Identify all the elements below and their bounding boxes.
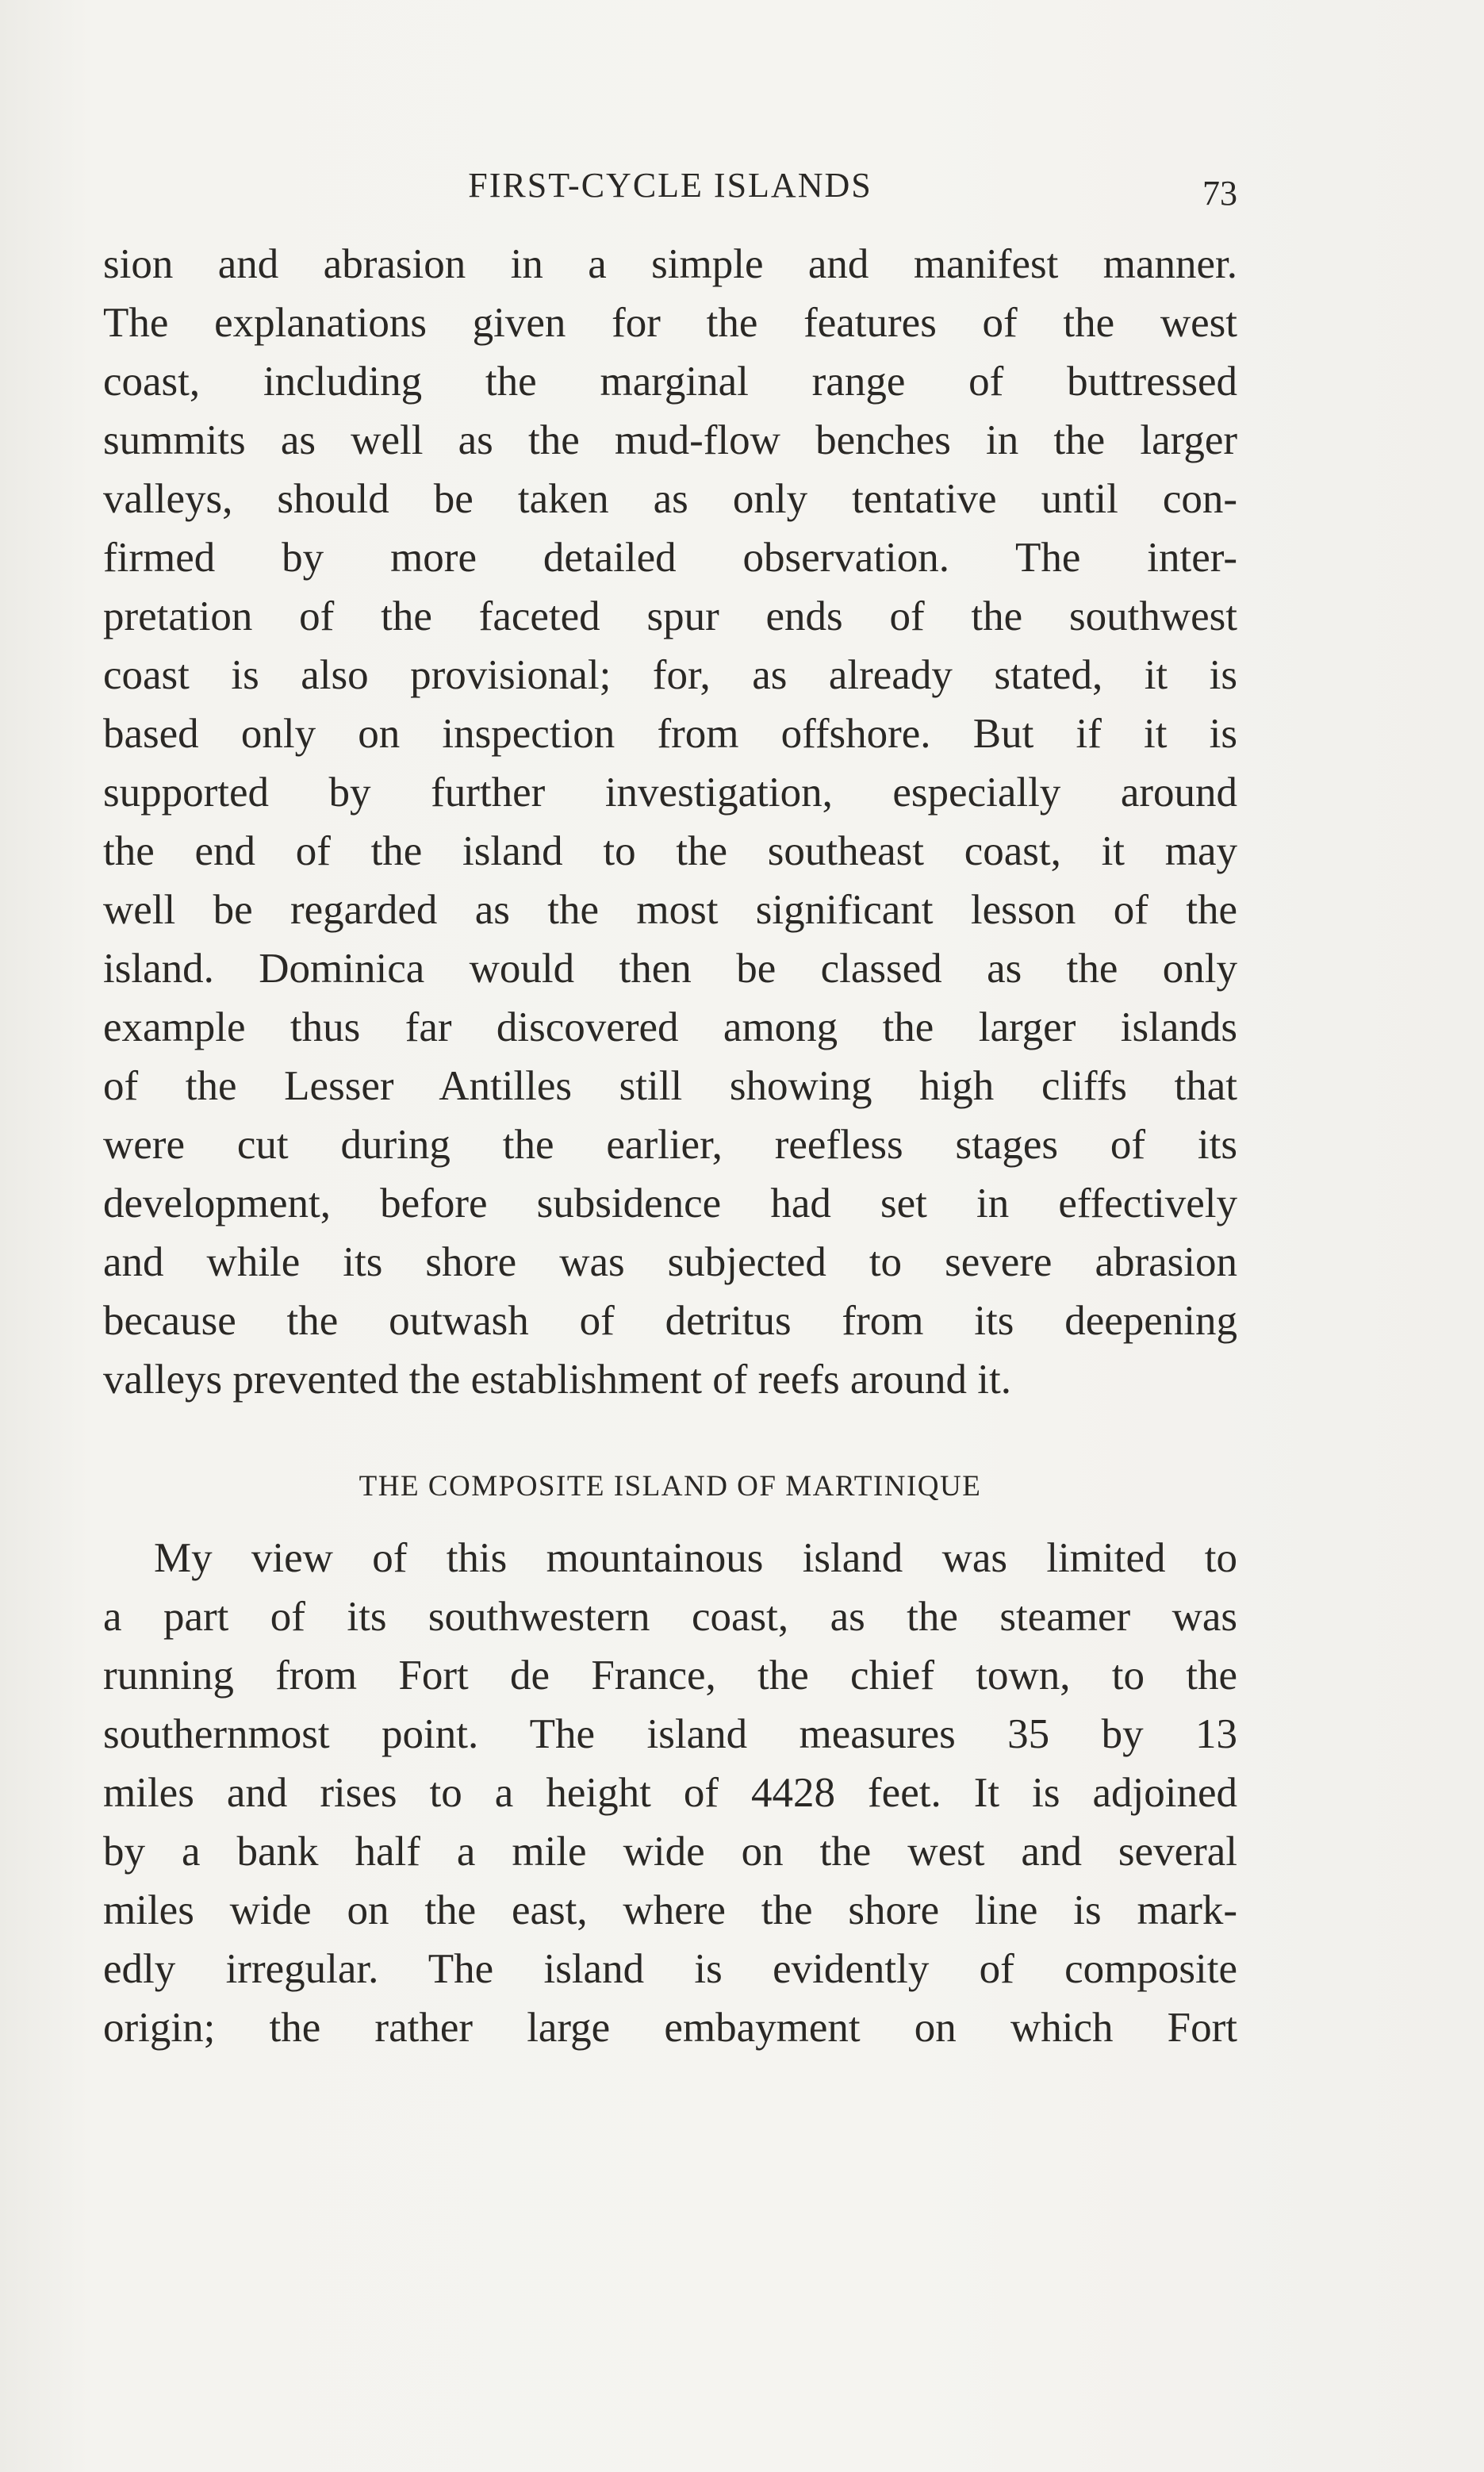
- text-line: valleys prevented the establishment of reefs around it.: [103, 1357, 1012, 1403]
- text-line: well be regarded as the most significant lesson of the: [103, 887, 1237, 933]
- text-line: based only on inspection from offshore. But if it is: [103, 711, 1237, 757]
- text-line: valleys, should be taken as only tentative until con-: [103, 476, 1237, 522]
- text-line: The explanations given for the features of the west: [103, 300, 1237, 346]
- text-line: by a bank half a mile wide on the west and several: [103, 1829, 1237, 1875]
- paragraph-dominica: [103, 235, 1237, 1409]
- text-line: coast is also provisional; for, as already stated, it is: [103, 652, 1237, 698]
- running-title: FIRST-CYCLE ISLANDS: [468, 166, 872, 205]
- text-line: coast, including the marginal range of buttressed: [103, 359, 1237, 405]
- text-line: example thus far discovered among the larger islands: [103, 1004, 1237, 1050]
- text-line: of the Lesser Antilles still showing high cliffs that: [103, 1063, 1237, 1109]
- text-line: origin; the rather large embayment on which Fort: [103, 2005, 1237, 2051]
- text-line: island. Dominica would then be classed as the only: [103, 946, 1237, 992]
- running-head: [103, 162, 1237, 217]
- text-line: because the outwash of detritus from its deepening: [103, 1298, 1237, 1344]
- text-line: supported by further investigation, especially around: [103, 770, 1237, 816]
- text-line: pretation of the faceted spur ends of the southwest: [103, 593, 1237, 639]
- text-line: miles and rises to a height of 4428 feet. It is adjoined: [103, 1770, 1237, 1816]
- text-line: sion and abrasion in a simple and manifest manner.: [103, 241, 1237, 287]
- text-line: firmed by more detailed observation. The inter-: [103, 535, 1237, 581]
- paragraph-martinique: [103, 1529, 1237, 2057]
- text-line: summits as well as the mud-flow benches in the larger: [103, 417, 1237, 463]
- text-line: development, before subsidence had set in effectively: [103, 1180, 1237, 1226]
- text-line: edly irregular. The island is evidently of composite: [103, 1946, 1237, 1992]
- section-heading: THE COMPOSITE ISLAND OF MARTINIQUE: [359, 1470, 982, 1503]
- page-number: 73: [1202, 174, 1237, 213]
- text-line: My view of this mountainous island was limited to: [154, 1535, 1237, 1581]
- text-line: running from Fort de France, the chief town, to the: [103, 1652, 1237, 1699]
- text-line: miles wide on the east, where the shore line is mark-: [103, 1887, 1237, 1933]
- text-line: a part of its southwestern coast, as the steamer was: [103, 1594, 1237, 1640]
- text-line: and while its shore was subjected to severe abrasion: [103, 1239, 1237, 1285]
- text-line: were cut during the earlier, reefless stages of its: [103, 1122, 1237, 1168]
- text-line: the end of the island to the southeast coast, it may: [103, 828, 1237, 874]
- text-line: southernmost point. The island measures 35 by 13: [103, 1711, 1237, 1757]
